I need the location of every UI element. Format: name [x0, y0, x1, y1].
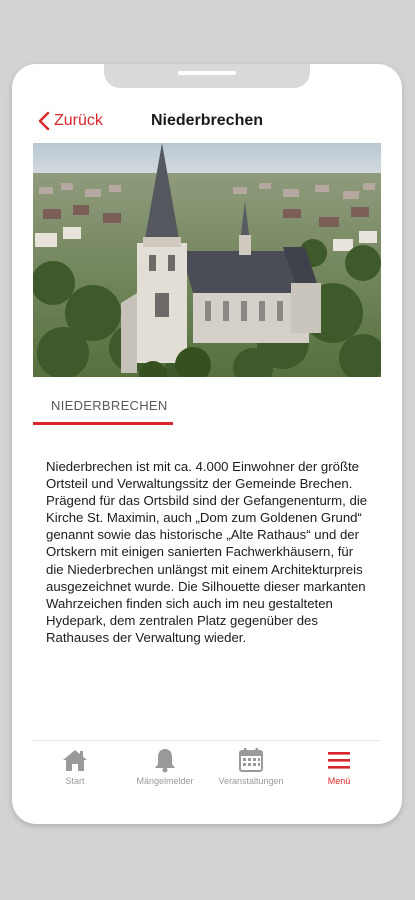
phone-frame — [12, 64, 402, 824]
tab-menu[interactable] — [299, 741, 379, 797]
page-title: Niederbrechen — [150, 112, 264, 129]
tab-label: Start — [65, 776, 85, 786]
tab-label: Mängelmelder — [136, 776, 194, 786]
description-text: Niederbrechen ist mit ca. 4.000 Einwohner der größte Ortsteil und Verwaltungssitz der Gemeinde Brechen. Prägend für das Ortsbild sind der Gefangenenturm, die Kirche St. Maximin, auch „Dom zum Goldenen Grund“ genannt sowie das historische „Alte Rathaus“ und der Ortskern mit einigen sanierten Fachwerkhäusern, für die Niederbrechen unlängst mit einem Architekturpreis ausgezeichnet wurde. Die Silhouette dieser markanten Wahrzeichen finden sich auch im neu gestalteten Hydepark, dem zentralen Platz gegenüber des Rathauses der Verwaltung wieder. — [46, 459, 368, 645]
home-icon — [62, 748, 88, 772]
church-aerial-photo — [33, 143, 381, 377]
hero-image — [33, 143, 381, 377]
tab-veranstaltungen[interactable] — [211, 741, 291, 797]
device-notch — [104, 64, 310, 88]
tab-maengelmelder[interactable] — [125, 741, 205, 797]
bottom-tab-bar — [33, 740, 381, 797]
tab-label: Menü — [327, 776, 351, 786]
calendar-icon — [238, 747, 264, 773]
tab-start[interactable] — [35, 741, 115, 797]
bell-icon — [154, 747, 176, 773]
speaker-slot — [178, 71, 236, 75]
nav-header — [12, 108, 402, 138]
menu-icon — [327, 750, 351, 770]
back-label: Zurück — [54, 112, 103, 129]
section-heading: NIEDERBRECHEN — [51, 398, 168, 413]
tab-label: Veranstaltungen — [218, 776, 284, 786]
section-tab — [33, 398, 173, 425]
